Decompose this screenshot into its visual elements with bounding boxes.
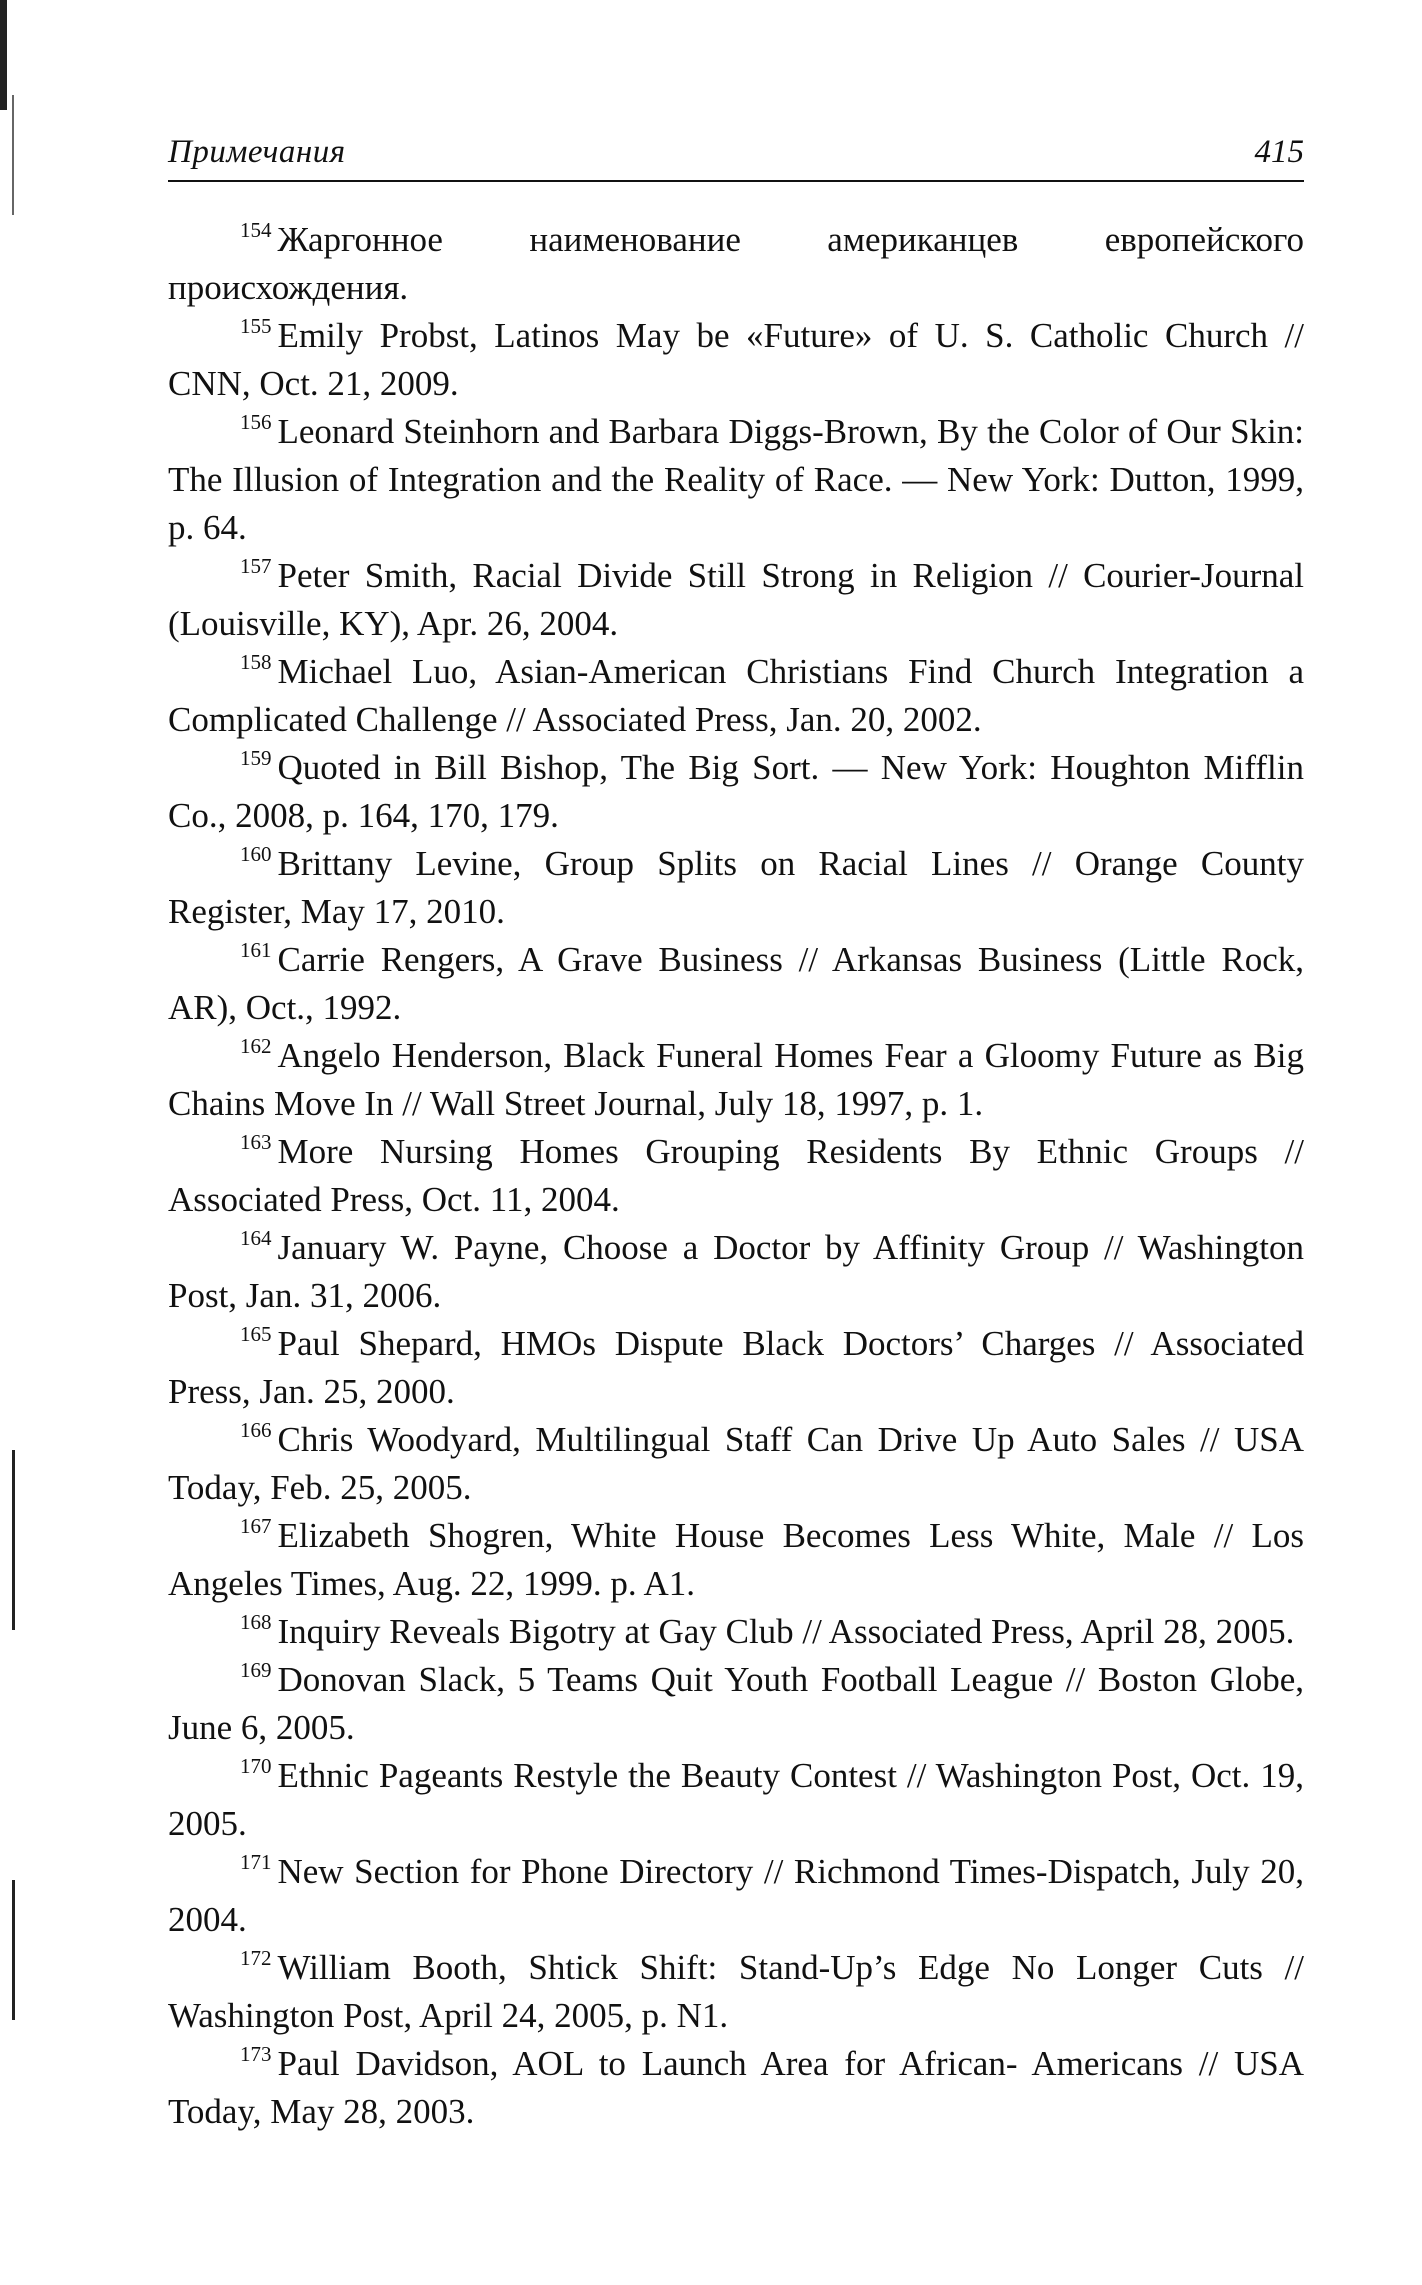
endnote <box>168 2040 1304 2136</box>
endnote-text: Ethnic Pageants Restyle the Beauty Contest // Washington Post, Oct. 19, 2005. <box>168 1756 1304 1843</box>
endnote <box>168 1512 1304 1608</box>
endnote <box>168 1224 1304 1320</box>
endnote <box>168 216 1304 312</box>
endnote-number: 171 <box>240 1850 272 1874</box>
endnote-number: 154 <box>240 218 272 242</box>
scan-edge-mark <box>12 1450 15 1630</box>
endnote-number: 170 <box>240 1754 272 1778</box>
endnote-text: Michael Luo, Asian-American Christians Find Church Integration a Complicated Challenge // Associated Press, Jan. 20, 2002. <box>168 652 1304 739</box>
running-title: Примечания <box>168 134 346 170</box>
endnote-number: 169 <box>240 1658 272 1682</box>
endnote-text: Angelo Henderson, Black Funeral Homes Fear a Gloomy Future as Big Chains Move In // Wall Street Journal, July 18, 1997, p. 1. <box>168 1036 1304 1123</box>
endnote-text: Brittany Levine, Group Splits on Racial Lines // Orange County Register, May 17, 2010. <box>168 844 1304 931</box>
endnote <box>168 1944 1304 2040</box>
endnote-text: Жаргонное наименование американцев европейского происхождения. <box>168 220 1304 307</box>
endnote-number: 163 <box>240 1130 272 1154</box>
endnote-number: 159 <box>240 746 272 770</box>
endnote-text: More Nursing Homes Grouping Residents By Ethnic Groups // Associated Press, Oct. 11, 2004. <box>168 1132 1304 1219</box>
endnote <box>168 936 1304 1032</box>
endnote-text: New Section for Phone Directory // Richmond Times-Dispatch, July 20, 2004. <box>168 1852 1304 1939</box>
endnote-number: 161 <box>240 938 272 962</box>
endnote <box>168 1656 1304 1752</box>
page-header <box>168 132 1304 182</box>
endnotes-list <box>168 216 1304 2136</box>
endnote-number: 167 <box>240 1514 272 1538</box>
endnote-text: Paul Davidson, AOL to Launch Area for African- Americans // USA Today, May 28, 2003. <box>168 2044 1304 2131</box>
endnote-number: 173 <box>240 2042 272 2066</box>
endnote <box>168 1752 1304 1848</box>
endnote <box>168 1032 1304 1128</box>
endnote <box>168 1416 1304 1512</box>
endnote <box>168 1608 1304 1656</box>
endnote-text: Emily Probst, Latinos May be «Future» of U. S. Catholic Church // CNN, Oct. 21, 2009. <box>168 316 1304 403</box>
endnote-text: Chris Woodyard, Multilingual Staff Can Drive Up Auto Sales // USA Today, Feb. 25, 2005. <box>168 1420 1304 1507</box>
endnote-number: 164 <box>240 1226 272 1250</box>
endnote-number: 157 <box>240 554 272 578</box>
endnote <box>168 312 1304 408</box>
endnote-number: 160 <box>240 842 272 866</box>
endnote-text: Donovan Slack, 5 Teams Quit Youth Football League // Boston Globe, June 6, 2005. <box>168 1660 1304 1747</box>
endnote <box>168 1848 1304 1944</box>
endnote-number: 168 <box>240 1610 272 1634</box>
endnote <box>168 744 1304 840</box>
endnote-number: 156 <box>240 410 272 434</box>
endnote-text: Paul Shepard, HMOs Dispute Black Doctors’ Charges // Associated Press, Jan. 25, 2000. <box>168 1324 1304 1411</box>
endnote <box>168 648 1304 744</box>
page-number: 415 <box>1254 134 1304 170</box>
endnote-text: Carrie Rengers, A Grave Business // Arkansas Business (Little Rock, AR), Oct., 1992. <box>168 940 1304 1027</box>
endnote-text: Peter Smith, Racial Divide Still Strong in Religion // Courier-Journal (Louisville, KY), Apr. 26, 2004. <box>168 556 1304 643</box>
endnote <box>168 552 1304 648</box>
scan-edge-mark <box>0 0 7 110</box>
scan-edge-mark <box>12 95 14 215</box>
scan-edge-mark <box>12 1880 15 2020</box>
endnote <box>168 1128 1304 1224</box>
endnote-number: 155 <box>240 314 272 338</box>
endnote-text: William Booth, Shtick Shift: Stand-Up’s Edge No Longer Cuts // Washington Post, April 24, 2005, p. N1. <box>168 1948 1304 2035</box>
endnote-number: 172 <box>240 1946 272 1970</box>
endnote-text: Quoted in Bill Bishop, The Big Sort. — New York: Houghton Mifflin Co., 2008, p. 164, 170, 179. <box>168 748 1304 835</box>
endnote-text: Inquiry Reveals Bigotry at Gay Club // Associated Press, April 28, 2005. <box>277 1612 1295 1651</box>
endnote-number: 162 <box>240 1034 272 1058</box>
endnote-text: Elizabeth Shogren, White House Becomes Less White, Male // Los Angeles Times, Aug. 22, 1999. p. A1. <box>168 1516 1304 1603</box>
endnote-number: 165 <box>240 1322 272 1346</box>
endnote <box>168 1320 1304 1416</box>
endnote-number: 166 <box>240 1418 272 1442</box>
endnote <box>168 408 1304 552</box>
endnote-text: January W. Payne, Choose a Doctor by Affinity Group // Washington Post, Jan. 31, 2006. <box>168 1228 1304 1315</box>
endnote-text: Leonard Steinhorn and Barbara Diggs-Brown, By the Color of Our Skin: The Illusion of Integration and the Reality of Race. — New York: Dutton, 1999, p. 64. <box>168 412 1304 547</box>
endnote-number: 158 <box>240 650 272 674</box>
endnote <box>168 840 1304 936</box>
